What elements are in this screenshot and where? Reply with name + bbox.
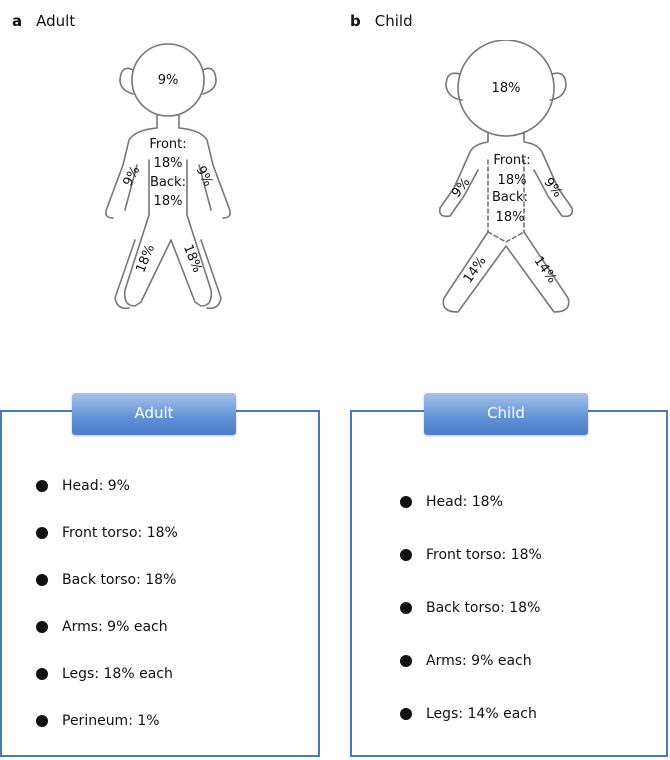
panel-a-title [12,12,75,30]
list-item: Back torso: 18% [400,596,542,620]
list-item: Back torso: 18% [36,568,178,592]
adult-body-outline [95,40,245,320]
child-summary-box [350,410,668,757]
list-item: Legs: 18% each [36,662,178,686]
child-arm-right-label: 9% [540,175,566,201]
child-leg-right-label: 14% [530,253,560,287]
adult-summary-box [0,410,320,757]
adult-front-label: Front: [149,137,187,152]
list-item: Front torso: 18% [400,543,542,567]
child-leg-left-label: 14% [460,253,490,287]
adult-front-value: 18% [153,156,183,171]
list-item: Front torso: 18% [36,521,178,545]
panel-b-label: Child [374,12,413,30]
adult-leg-right-label: 18% [179,242,205,275]
adult-back-label: Back: [150,175,186,190]
child-arm-left-label: 9% [448,175,474,201]
list-item: Head: 18% [400,490,542,514]
adult-box-tab: Adult [72,393,236,435]
list-item: Arms: 9% each [400,649,542,673]
child-front-label: Front: [493,153,531,168]
adult-head-label: 9% [157,73,179,88]
child-figure [430,40,590,324]
child-back-label: Back: [492,190,528,205]
adult-back-value: 18% [153,194,183,209]
adult-leg-left-label: 18% [133,242,159,275]
adult-arm-left-label: 9% [120,163,144,189]
panel-b-title [350,12,413,30]
child-body-outline [430,40,590,320]
adult-list [36,474,178,756]
child-list [400,490,542,755]
list-item: Head: 9% [36,474,178,498]
adult-figure [95,40,245,324]
panel-a-letter: a [12,12,23,30]
child-back-value: 18% [495,210,525,225]
panel-a-label: Adult [36,12,76,30]
list-item: Legs: 14% each [400,702,542,726]
child-head-label: 18% [491,81,521,96]
adult-arm-right-label: 9% [192,163,216,189]
child-box-tab: Child [424,393,588,435]
list-item: Perineum: 1% [36,709,178,733]
list-item: Arms: 9% each [36,615,178,639]
panel-b-letter: b [350,12,361,30]
child-front-value: 18% [497,173,527,188]
